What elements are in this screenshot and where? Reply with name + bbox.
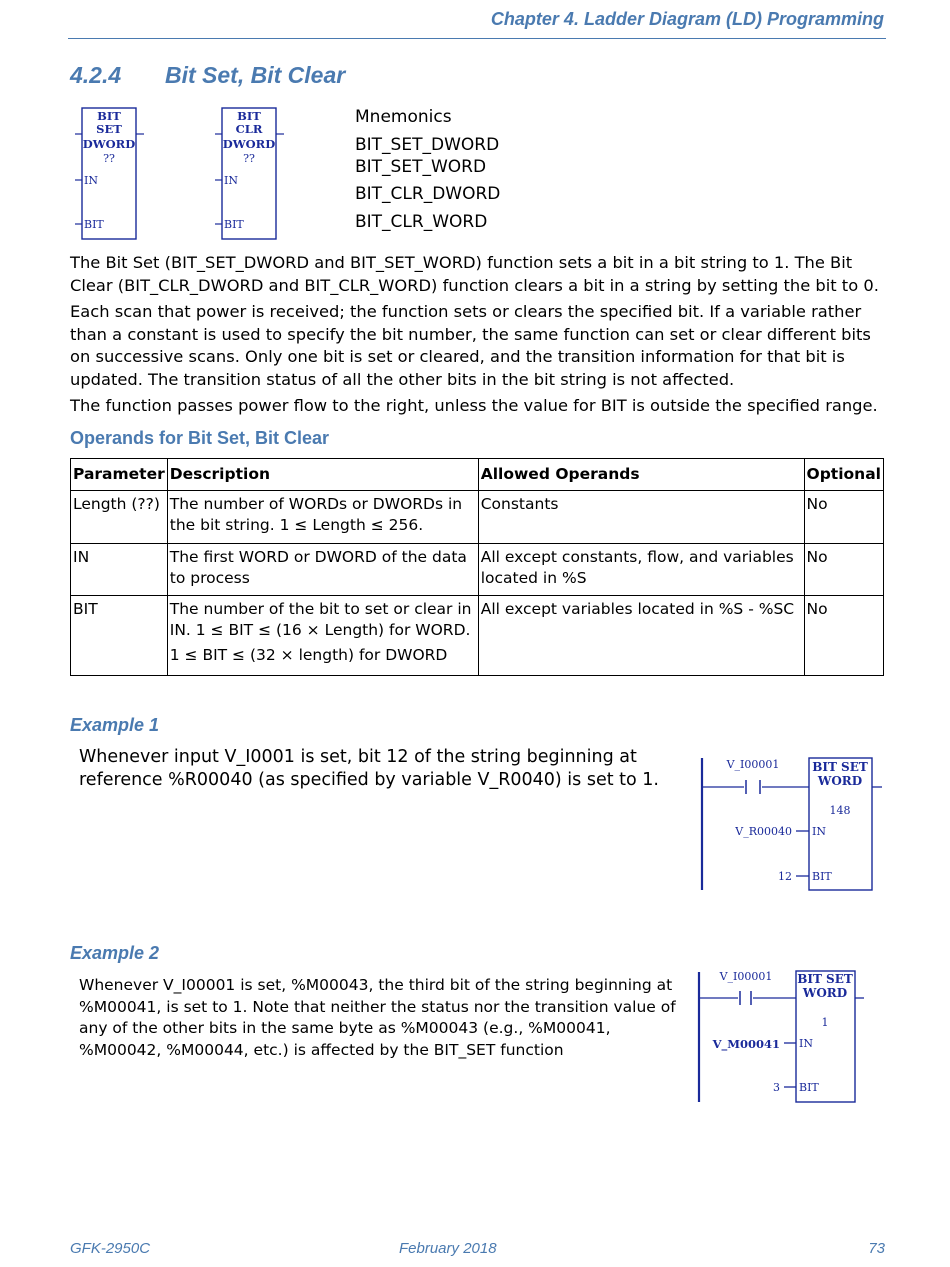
block-bit-label: BIT (224, 218, 244, 231)
block-in-label: IN (812, 825, 826, 838)
paragraph-powerflow (70, 395, 890, 418)
block-length: ?? (103, 152, 115, 165)
allowed-cell: Constants (478, 491, 804, 544)
example1-ladder-diagram (696, 752, 888, 894)
block-length: ?? (243, 152, 255, 165)
contact-label: V_I00001 (719, 970, 773, 983)
bit-clr-dword-block (212, 106, 288, 242)
block-line2: WORD (802, 986, 848, 1000)
example2-ladder-diagram (694, 964, 870, 1106)
optional-cell: No (804, 596, 883, 676)
paragraph: Each scan that power is received; the function sets or clears the specified bit. If a variable rather than a constant is used to specify the bit number, the same function can set or clear different bits on successive scans. Only one bit is set or cleared, and the transition information for that bit is updated. The transition status of all the other bits in the bit string is not affected. (70, 302, 871, 389)
example1-text: Whenever input V_I0001 is set, bit 12 of the string beginning at reference %R00040 (as specified by variable V_R0040) is set to 1. (79, 747, 659, 790)
paragraph-scan (70, 301, 890, 391)
paragraph: The function passes power flow to the right, unless the value for BIT is outside the specified range. (70, 396, 878, 415)
block-line3: DWORD (82, 137, 136, 151)
operands-table (70, 458, 884, 676)
block-line1: BIT (237, 109, 261, 123)
in-variable: V_R00040 (735, 825, 792, 838)
table-row (71, 491, 884, 544)
allowed-cell: All except constants, flow, and variables located in %S (478, 544, 804, 596)
block-bit-label: BIT (812, 870, 832, 883)
block-line2: CLR (235, 122, 263, 136)
block-line1: BIT (97, 109, 121, 123)
footer-doc-id: GFK-2950C (70, 1240, 151, 1257)
mnemonic-item: BIT_SET_DWORD (355, 135, 500, 155)
section-number: 4.2.4 (70, 62, 122, 88)
block-line2: WORD (817, 774, 863, 788)
optional-cell: No (804, 544, 883, 596)
optional-cell: No (804, 491, 883, 544)
table-header-row (71, 459, 884, 491)
block-length: 148 (829, 804, 851, 817)
param-cell: BIT (71, 596, 168, 676)
description-cell: The first WORD or DWORD of the data to process (167, 544, 478, 596)
param-cell: IN (71, 544, 168, 596)
table-row (71, 596, 884, 676)
block-line1: BIT SET (812, 760, 868, 774)
bit-value: 12 (778, 870, 792, 883)
section-title: Bit Set, Bit Clear (165, 62, 346, 88)
column-header: Optional (804, 459, 883, 491)
description-cell: The number of WORDs or DWORDs in the bit string. 1 ≤ Length ≤ 256. (167, 491, 478, 544)
bit-set-dword-block (72, 106, 148, 242)
in-variable: V_M00041 (712, 1037, 780, 1051)
block-bit-label: BIT (799, 1081, 819, 1094)
header-rule (68, 38, 886, 39)
bit-value: 3 (773, 1081, 780, 1094)
operands-heading: Operands for Bit Set, Bit Clear (70, 428, 330, 448)
paragraph: The Bit Set (BIT_SET_DWORD and BIT_SET_WORD) function sets a bit in a bit string to 1. The Bit Clear (BIT_CLR_DWORD and BIT_CLR_WORD) function clears a bit in a string by setting the bit to 0. (70, 253, 879, 295)
paragraph-intro (70, 252, 890, 297)
mnemonic-item: BIT_CLR_WORD (355, 212, 488, 232)
example2-heading: Example 2 (70, 943, 160, 963)
example1-heading: Example 1 (70, 715, 160, 735)
description-line: 1 ≤ BIT ≤ (32 × length) for DWORD (169, 646, 448, 664)
block-line1: BIT SET (797, 972, 853, 986)
block-bit-label: BIT (84, 218, 104, 231)
example2-text: Whenever V_I00001 is set, %M00043, the third bit of the string beginning at %M00041, is set to 1. Note that neither the status nor the transition value of any of the other bits in the same byte as %M00043 (e.g., %M00041, %M00042, %M00044, etc.) is affected by the BIT_SET function (79, 976, 676, 1059)
block-in-label: IN (84, 174, 98, 187)
block-line2: SET (96, 122, 122, 136)
page-number: 73 (868, 1240, 885, 1257)
block-in-label: IN (799, 1037, 813, 1050)
mnemonics-heading: Mnemonics (355, 107, 452, 127)
mnemonic-item: BIT_SET_WORD (355, 157, 487, 177)
column-header: Description (167, 459, 478, 491)
allowed-cell: All except variables located in %S - %SC (478, 596, 804, 676)
column-header: Parameter (71, 459, 168, 491)
chapter-title: Chapter 4. Ladder Diagram (LD) Programming (490, 9, 884, 29)
table-row (71, 544, 884, 596)
description-cell (167, 596, 478, 676)
description-line: The number of the bit to set or clear in IN. 1 ≤ BIT ≤ (16 × Length) for WORD. (169, 600, 472, 639)
contact-label: V_I00001 (726, 758, 780, 771)
block-line3: DWORD (222, 137, 276, 151)
param-cell: Length (??) (71, 491, 168, 544)
block-in-label: IN (224, 174, 238, 187)
block-length: 1 (821, 1016, 829, 1029)
mnemonic-item: BIT_CLR_DWORD (355, 184, 501, 204)
footer-date: February 2018 (399, 1240, 497, 1257)
column-header: Allowed Operands (478, 459, 804, 491)
